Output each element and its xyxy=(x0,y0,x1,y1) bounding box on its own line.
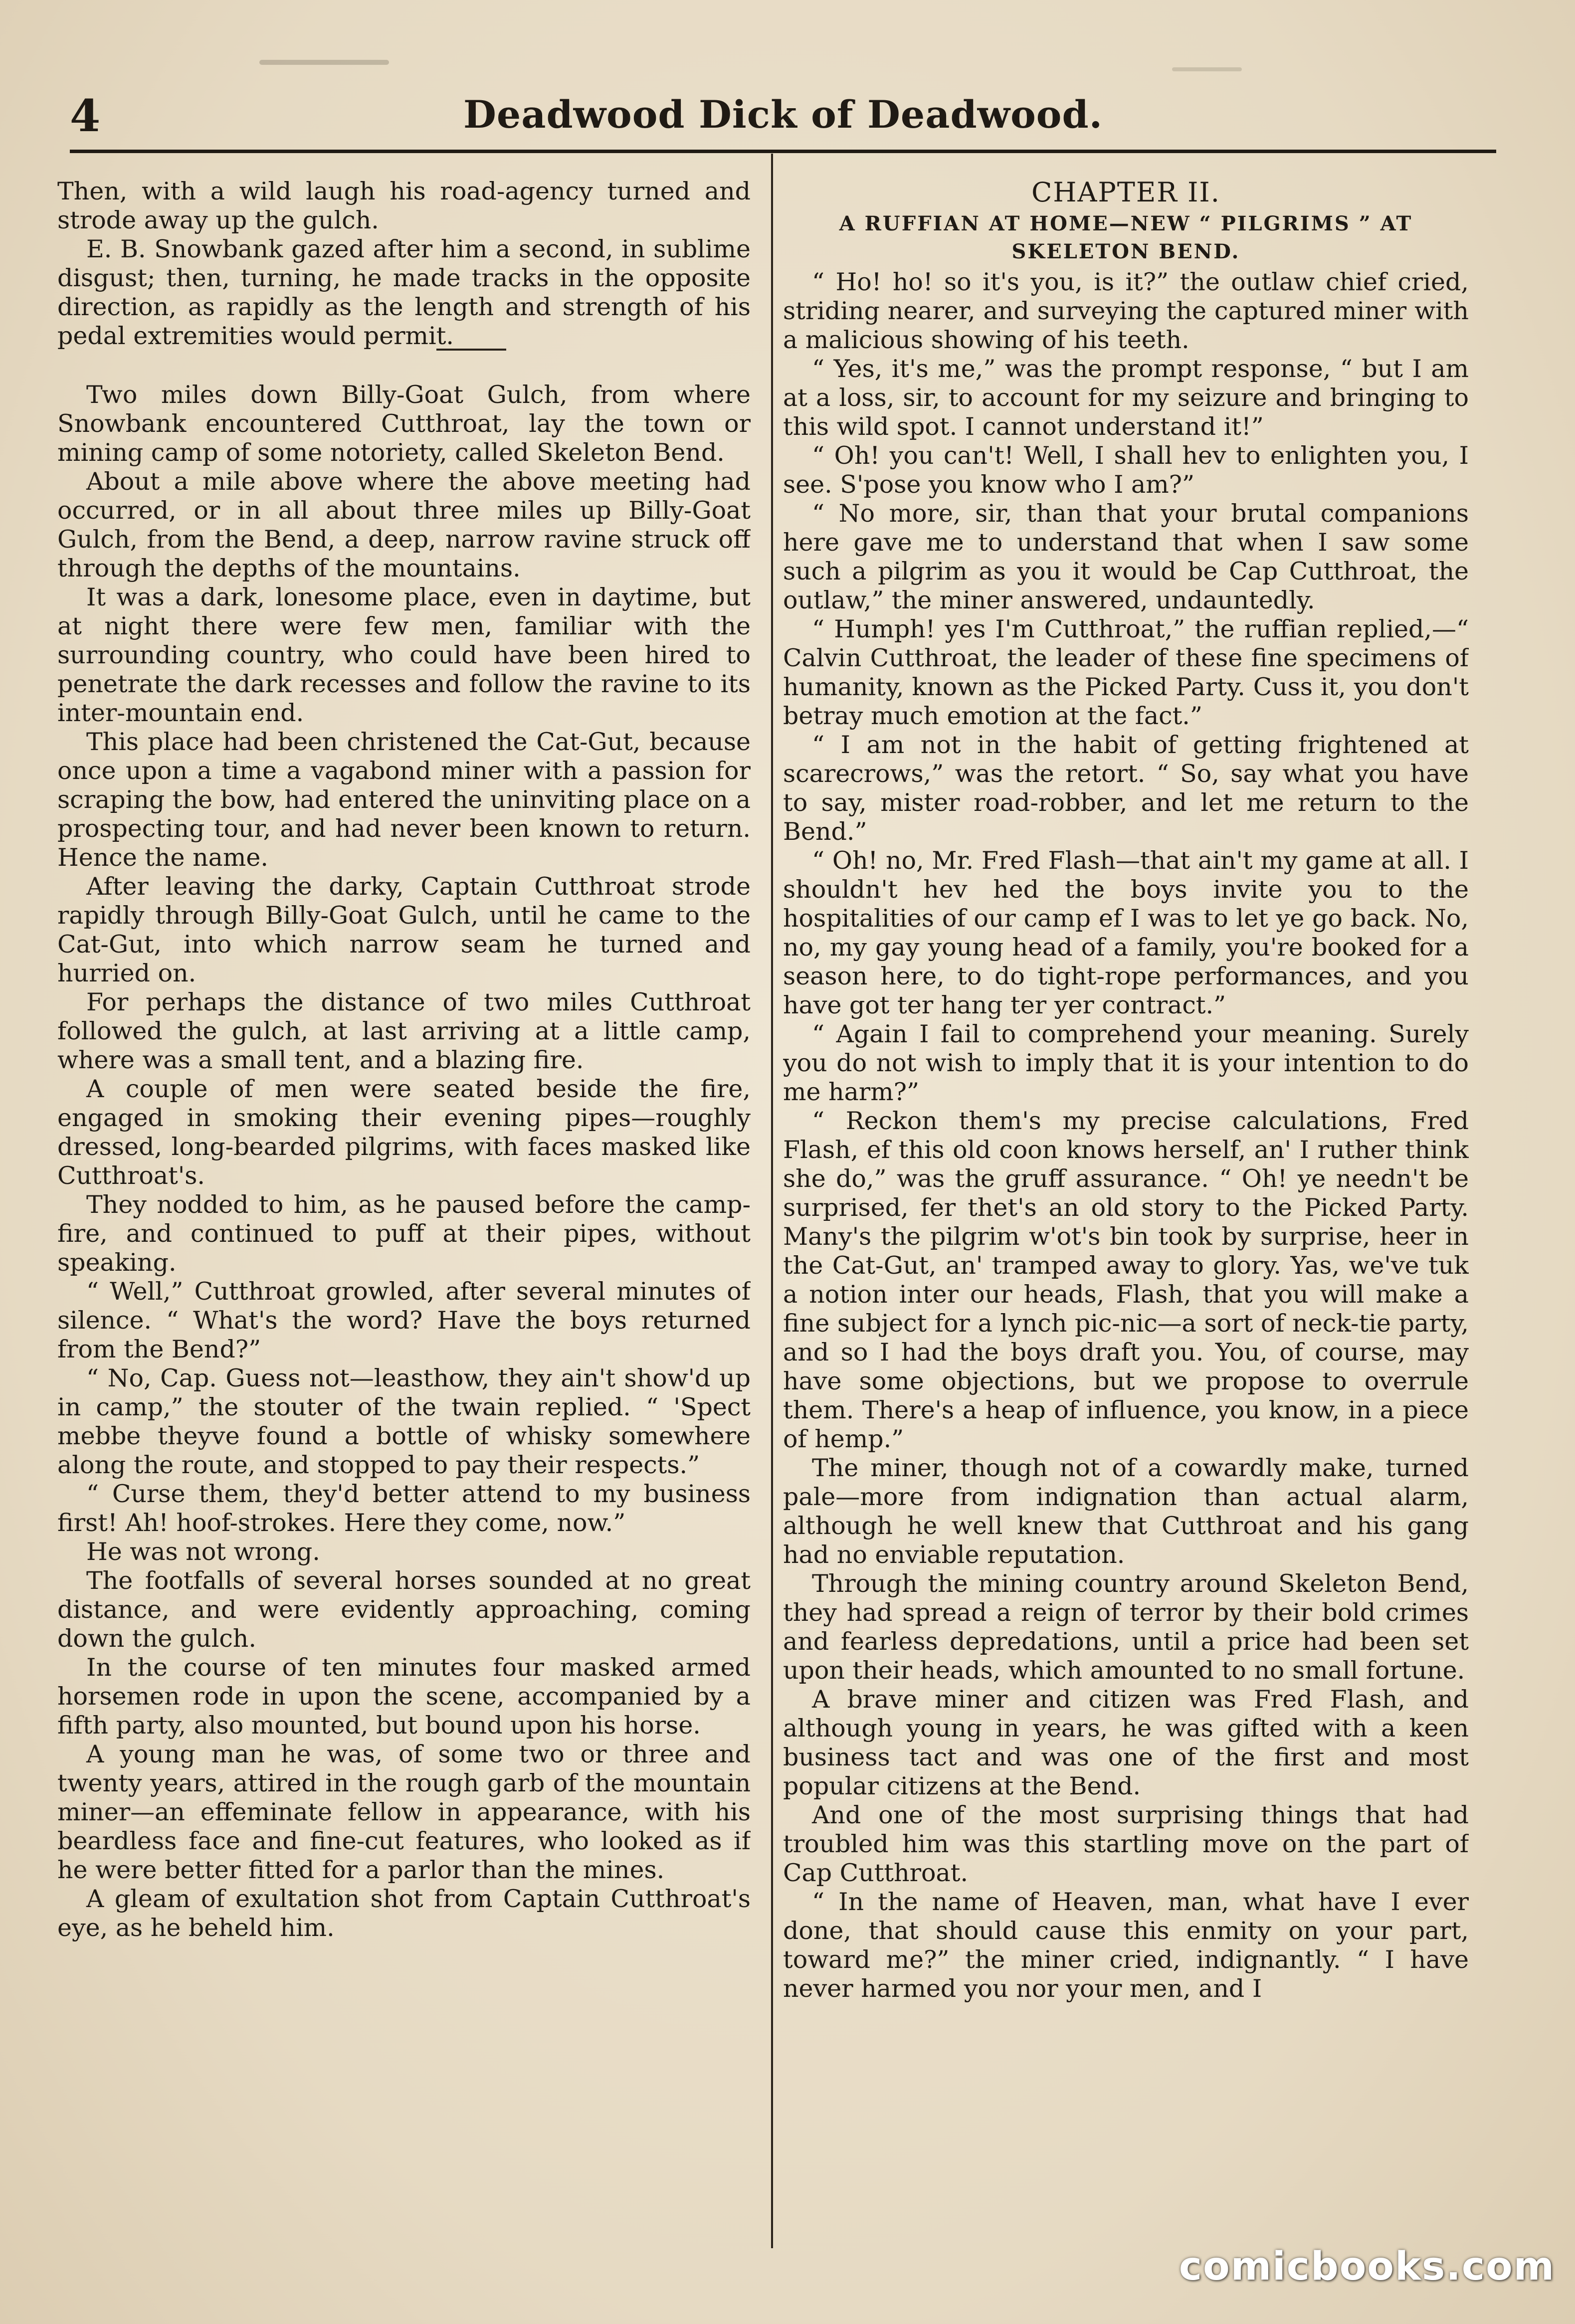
running-title: Deadwood Dick of Deadwood. xyxy=(463,92,1103,137)
paragraph: “ No, Cap. Guess not—leasthow, they ain't show'd up in camp,” the stouter of the twain replied. “ 'Spect mebbe theyve found a bottle of whisky somewhere along the route, and stopped to pay their respects.” xyxy=(57,1364,751,1479)
left-column xyxy=(57,177,751,2247)
paragraph: The miner, though not of a cowardly make, turned pale—more from indignation than actual alarm, although he well knew that Cutthroat and his gang had no enviable reputation. xyxy=(783,1454,1469,1569)
paragraph: “ Humph! yes I'm Cutthroat,” the ruffian replied,—“ Calvin Cutthroat, the leader of these fine specimens of humanity, known as the Picked Party. Cuss it, you don't betray much emotion at the fact.” xyxy=(783,615,1469,730)
paragraph: “ Ho! ho! so it's you, is it?” the outlaw chief cried, striding nearer, and surveying the captured miner with a malicious showing of his teeth. xyxy=(783,268,1469,354)
paragraph: “ Yes, it's me,” was the prompt response, “ but I am at a loss, sir, to account for my seizure and bringing to this wild spot. I cannot understand it!” xyxy=(783,355,1469,441)
paragraph: A gleam of exultation shot from Captain Cutthroat's eye, as he beheld him. xyxy=(57,1885,751,1942)
header-rule xyxy=(70,150,1496,153)
paragraph: “ Oh! no, Mr. Fred Flash—that ain't my game at all. I shouldn't hev hed the boys invite you to the hospitalities of our camp ef I was to let ye go back. No, no, my gay young head of a family, you're booked for a season here, to do tight-rope performances, and you have got ter hang ter yer contract.” xyxy=(783,846,1469,1019)
paragraph: “ Again I fail to comprehend your meaning. Surely you do not wish to imply that it is your intention to do me harm?” xyxy=(783,1020,1469,1106)
watermark-logo: comicbooks.com xyxy=(1179,2244,1555,2289)
page-header xyxy=(70,75,1496,150)
paragraph: A young man he was, of some two or three and twenty years, attired in the rough garb of the mountain miner—an effeminate fellow in appearance, with his beardless face and fine-cut features, who looked as if he were better fitted for a parlor than the mines. xyxy=(57,1740,751,1884)
paragraph: “ Curse them, they'd better attend to my business first! Ah! hoof-strokes. Here they come, now.” xyxy=(57,1480,751,1537)
paragraph: For perhaps the distance of two miles Cutthroat followed the gulch, at last arriving at a little camp, where was a small tent, and a blazing fire. xyxy=(57,988,751,1074)
paragraph: It was a dark, lonesome place, even in daytime, but at night there were few men, familiar with the surrounding country, who could have been hired to penetrate the dark recesses and follow the ravine to its inter-mountain end. xyxy=(57,583,751,727)
paragraph: Two miles down Billy-Goat Gulch, from where Snowbank encountered Cutthroat, lay the town or mining camp of some notoriety, called Skeleton Bend. xyxy=(57,381,751,467)
paragraph: Then, with a wild laugh his road-agency turned and strode away up the gulch. xyxy=(57,177,751,234)
chapter-heading: CHAPTER II. xyxy=(1031,177,1220,208)
paragraph: Through the mining country around Skeleton Bend, they had spread a reign of terror by their bold crimes and fearless depredations, until a price had been set upon their heads, which amounted to no small fortune. xyxy=(783,1569,1469,1685)
paragraph: After leaving the darky, Captain Cutthroat strode rapidly through Billy-Goat Gulch, until he came to the Cat-Gut, into which narrow seam he turned and hurried on. xyxy=(57,872,751,987)
paragraph: A brave miner and citizen was Fred Flash, and although young in years, he was gifted with a keen business tact and was one of the first and most popular citizens at the Bend. xyxy=(783,1685,1469,1800)
paragraph: “ In the name of Heaven, man, what have I ever done, that should cause this enmity on your part, toward me?” the miner cried, indignantly. “ I have never harmed you nor your men, and I xyxy=(783,1888,1469,2003)
paragraph: They nodded to him, as he paused before the camp-fire, and continued to puff at their pipes, without speaking. xyxy=(57,1190,751,1277)
paragraph: He was not wrong. xyxy=(86,1538,320,1566)
paragraph: “ Reckon them's my precise calculations, Fred Flash, ef this old coon knows herself, an' I ruther think she do,” was the gruff assurance. “ Oh! ye needn't be surprised, fer thet's an old story to the Picked Party. Many's the pilgrim w'ot's bin took by surprise, heer in the Cat-Gut, an' tramped away to glory. Yas, we've tuk a notion inter our heads, Flash, that you will make a fine subject for a lynch pic-nic—a sort of neck-tie party, and so I had the boys draft you. You, of course, may have some objections, but we propose to overrule them. There's a heap of influence, you know, in a piece of hemp.” xyxy=(783,1107,1469,1453)
paragraph: About a mile above where the above meeting had occurred, or in all about three miles up Billy-Goat Gulch, from the Bend, a deep, narrow ravine struck off through the depths of the mountains. xyxy=(57,467,751,582)
paragraph: “ I am not in the habit of getting frightened at scarecrows,” was the retort. “ So, say what you have to say, mister road-robber, and let me return to the Bend.” xyxy=(783,731,1469,846)
paragraph: And one of the most surprising things that had troubled him was this startling move on the part of Cap Cutthroat. xyxy=(783,1801,1469,1887)
paragraph: This place had been christened the Cat-Gut, because once upon a time a vagabond miner with a passion for scraping the bow, had entered the uninviting place on a prospecting tour, and had never been known to return. Hence the name. xyxy=(57,728,751,872)
paragraph: A couple of men were seated beside the fire, engaged in smoking their evening pipes—roughly dressed, long-bearded pilgrims, with faces masked like Cutthroat's. xyxy=(57,1075,751,1190)
paragraph: “ No more, sir, than that your brutal companions here gave me to understand that when I saw some such a pilgrim as you it would be Cap Cutthroat, the outlaw,” the miner answered, undauntedly. xyxy=(783,499,1469,614)
page-number: 4 xyxy=(70,90,101,142)
column-rule xyxy=(771,154,773,2248)
chapter-subtitle: A RUFFIAN AT HOME—NEW “ PILGRIMS ” AT SKELETON BEND. xyxy=(839,212,1413,263)
right-column xyxy=(783,177,1469,2247)
paper-stain xyxy=(1172,67,1242,71)
paragraph: “ Well,” Cutthroat growled, after several minutes of silence. “ What's the word? Have the boys returned from the Bend?” xyxy=(57,1277,751,1363)
paper-stain xyxy=(259,60,389,65)
paragraph: E. B. Snowbank gazed after him a second, in sublime disgust; then, turning, he made tracks in the opposite direction, as rapidly as the length and strength of his pedal extremities would permit. xyxy=(57,235,751,350)
paragraph: “ Oh! you can't! Well, I shall hev to enlighten you, I see. S'pose you know who I am?” xyxy=(783,441,1469,499)
paragraph: The footfalls of several horses sounded at no great distance, and were evidently approaching, coming down the gulch. xyxy=(57,1566,751,1653)
paragraph: In the course of ten minutes four masked armed horsemen rode in upon the scene, accompanied by a fifth party, also mounted, but bound upon his horse. xyxy=(57,1653,751,1740)
